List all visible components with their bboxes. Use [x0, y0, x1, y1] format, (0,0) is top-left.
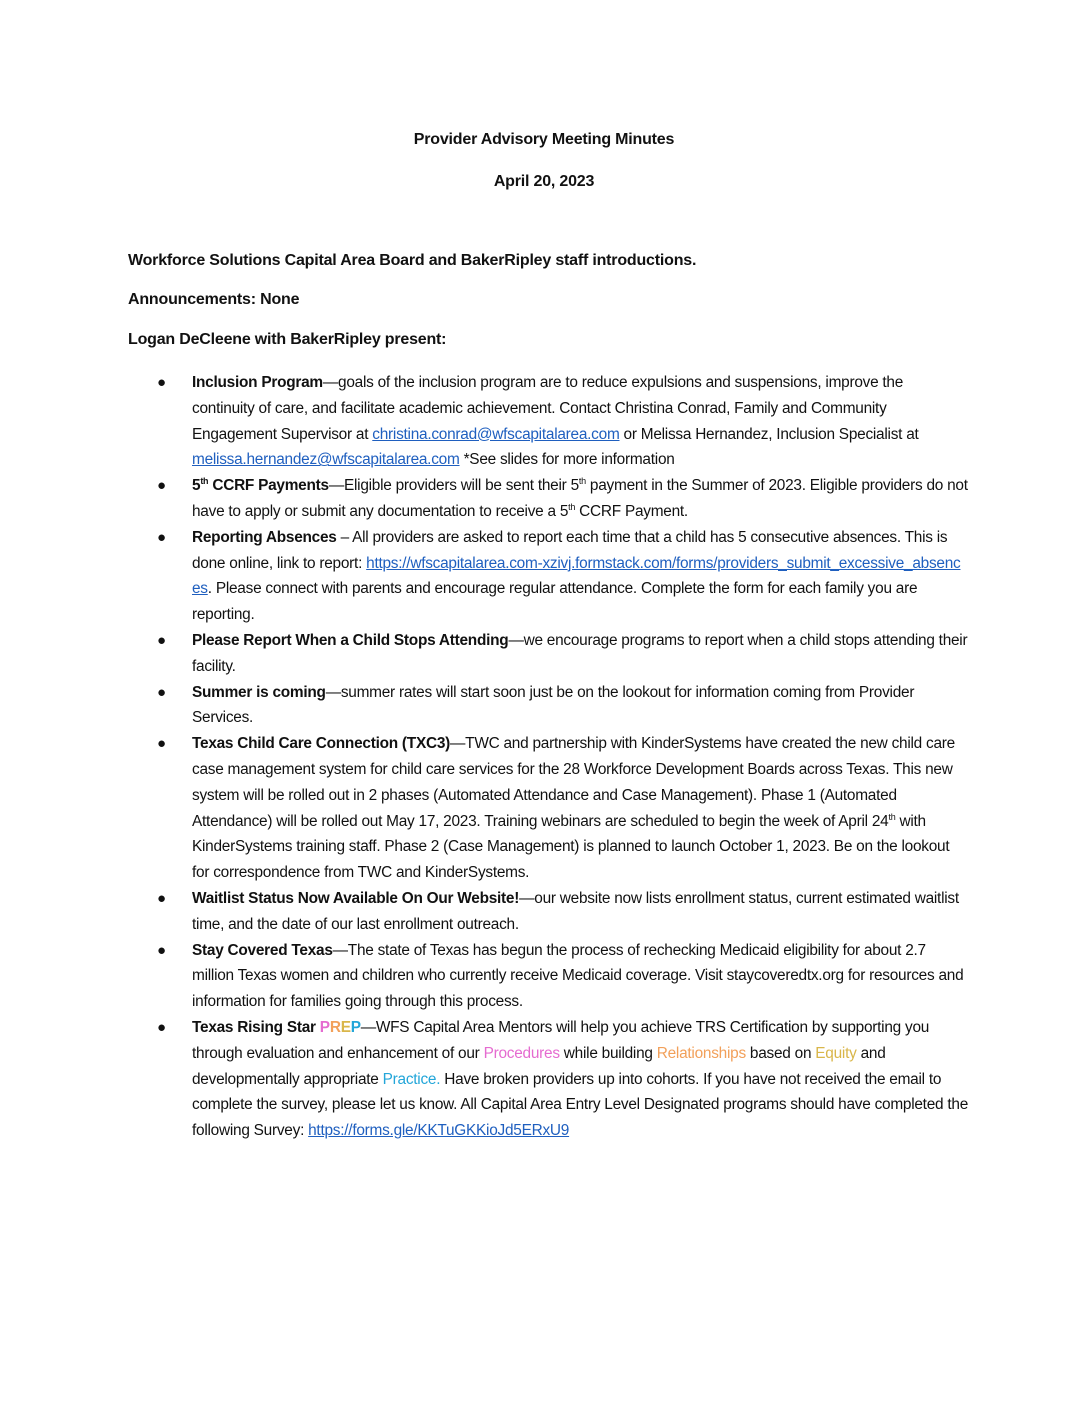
announcements-heading: Announcements: None	[128, 291, 300, 308]
bullet-icon: ●	[157, 528, 166, 546]
item-title: Waitlist Status Now Available On Our Website!	[192, 889, 520, 907]
item-text: —The state of Texas has begun the process of rechecking Medicaid eligibility for about 2.7 million Texas women and children who currently receive Medicaid coverage. Visit staycoveredtx.org for resources and information for families going through this process.	[192, 941, 964, 1011]
item-text: *See slides for more information	[459, 451, 675, 469]
bullet-icon: ●	[157, 477, 166, 495]
item-title: 5th CCRF Payments	[192, 476, 329, 495]
absences-form-link[interactable]: https://wfscapitalarea.com-xzivj.formstack.com/forms/providers_submit_excessive_absences	[192, 554, 961, 598]
item-title: Texas Child Care Connection (TXC3)	[192, 735, 451, 753]
bullet-icon: ●	[157, 683, 166, 701]
item-text: or Melissa Hernandez, Inclusion Specialist at	[619, 425, 919, 443]
item-text: —goals of the inclusion program are to reduce expulsions and suspensions, improve the continuity of care, and facilitate academic achievement. Contact Christina Conrad, Family and Community Engagement Supervisor at	[192, 374, 904, 443]
item-text: CCRF Payment.	[575, 502, 688, 520]
item-text: —we encourage programs to report when a child stops attending their facility.	[192, 631, 968, 675]
item-text: —WFS Capital Area Mentors will help you achieve TRS Certification by supporting you through evaluation and enhancement of our	[192, 1018, 930, 1062]
list-item-summer	[128, 680, 968, 732]
item-text: —summer rates will start soon just be on the lookout for information coming from Provider Services.	[192, 683, 915, 727]
bullet-icon: ●	[157, 631, 166, 649]
list-item-inclusion-program	[128, 370, 968, 473]
item-title: Inclusion Program	[192, 374, 323, 391]
agenda-list	[128, 370, 968, 1144]
item-text: with KinderSystems training staff. Phase 2 (Case Management) is planned to launch October 1, 2023. Be on the lookout for correspondence from TWC and KinderSystems.	[192, 812, 950, 882]
list-item-txc3: ● Texas Child Care Connection (TXC3)—TWC and partnership with KinderSystems have created the new child care case management system for child care services for the 28 Workforce Development Boards across Texas. This new system will be rolled out in 2 phases (Automated Attendance and Case Management). Phase 1 (Automated Attendance) will be rolled out May 17, 2023. Training webinars are scheduled to begin the week of April 24th with KinderSystems training staff. Phase 2 (Case Management) is planned to launch October 1, 2023. Be on the lookout for correspondence from TWC and KinderSystems.	[128, 731, 968, 886]
bullet-icon: ●	[157, 1018, 166, 1036]
list-item-stay-covered	[128, 938, 968, 1015]
email-link-melissa[interactable]: melissa.hernandez@wfscapitalarea.com	[192, 451, 460, 469]
survey-link[interactable]: https://forms.gle/KKTuGKKioJd5ERxU9	[308, 1122, 570, 1140]
intro-heading: Workforce Solutions Capital Area Board and BakerRipley staff introductions.	[128, 252, 697, 269]
list-item-child-stops-attending	[128, 628, 968, 680]
equity-word: Equity	[815, 1044, 857, 1062]
item-title: Please Report When a Child Stops Attending	[192, 631, 509, 649]
item-title: Stay Covered Texas	[192, 941, 333, 959]
document-title: Provider Advisory Meeting Minutes	[413, 131, 675, 148]
item-text: —our website now lists enrollment status, current estimated waitlist time, and the date of our last enrollment outreach.	[192, 889, 959, 933]
item-text: —Eligible providers will be sent their 5	[328, 477, 579, 495]
list-item-texas-rising-star: ● Texas Rising Star PREP—WFS Capital Area Mentors will help you achieve TRS Certification by supporting you through evaluation and enhancement of our Procedures while building Relationships based on Equity and developmentally appropriate Practice. Have broken providers up into cohorts. If you have not received the email to complete the survey, please let us know. All Capital Area Entry Level Designated programs should have completed the following Survey: https://forms.gle/KKTuGKKioJd5ERxU9	[128, 1015, 968, 1144]
email-link-christina[interactable]: christina.conrad@wfscapitalarea.com	[372, 425, 620, 443]
list-item-reporting-absences	[128, 525, 968, 628]
item-title: Summer is coming	[192, 683, 326, 701]
bullet-icon: ●	[157, 889, 166, 907]
practice-word: Practice.	[382, 1070, 441, 1088]
bullet-icon: ●	[157, 941, 166, 959]
item-text: payment in the Summer of 2023. Eligible providers do not have to apply or submit any documentation to receive a 5	[192, 477, 968, 520]
document-date: April 20, 2023	[493, 173, 595, 190]
bullet-icon: ●	[157, 374, 166, 391]
item-text: – All providers are asked to report each time that a child has 5 consecutive absences. This is done online, link to report:	[192, 528, 948, 572]
list-item-waitlist	[128, 886, 968, 938]
item-text: —TWC and partnership with KinderSystems have created the new child care case management system for child care services for the 28 Workforce Development Boards across Texas. This new system will be rolled out in 2 phases (Automated Attendance and Case Management). Phase 1 (Automated Attendance) will be rolled out May 17, 2023. Training webinars are scheduled to begin the week of April 24	[192, 735, 955, 830]
item-text: . Please connect with parents and encourage regular attendance. Complete the form for each family you are reporting.	[192, 580, 918, 624]
procedures-word: Procedures	[483, 1044, 560, 1062]
relationships-word: Relationships	[656, 1044, 746, 1062]
item-title: Reporting Absences	[192, 528, 337, 546]
bullet-icon: ●	[157, 735, 166, 753]
item-title: Texas Rising Star PREP	[192, 1018, 361, 1036]
presenter-heading: Logan DeCleene with BakerRipley present:	[128, 331, 447, 348]
list-item-ccrf-payments: ● 5th CCRF Payments—Eligible providers will be sent their 5th payment in the Summer of 2023. Eligible providers do not have to apply or submit any documentation to receive a 5th CCRF Payment.	[128, 473, 968, 525]
